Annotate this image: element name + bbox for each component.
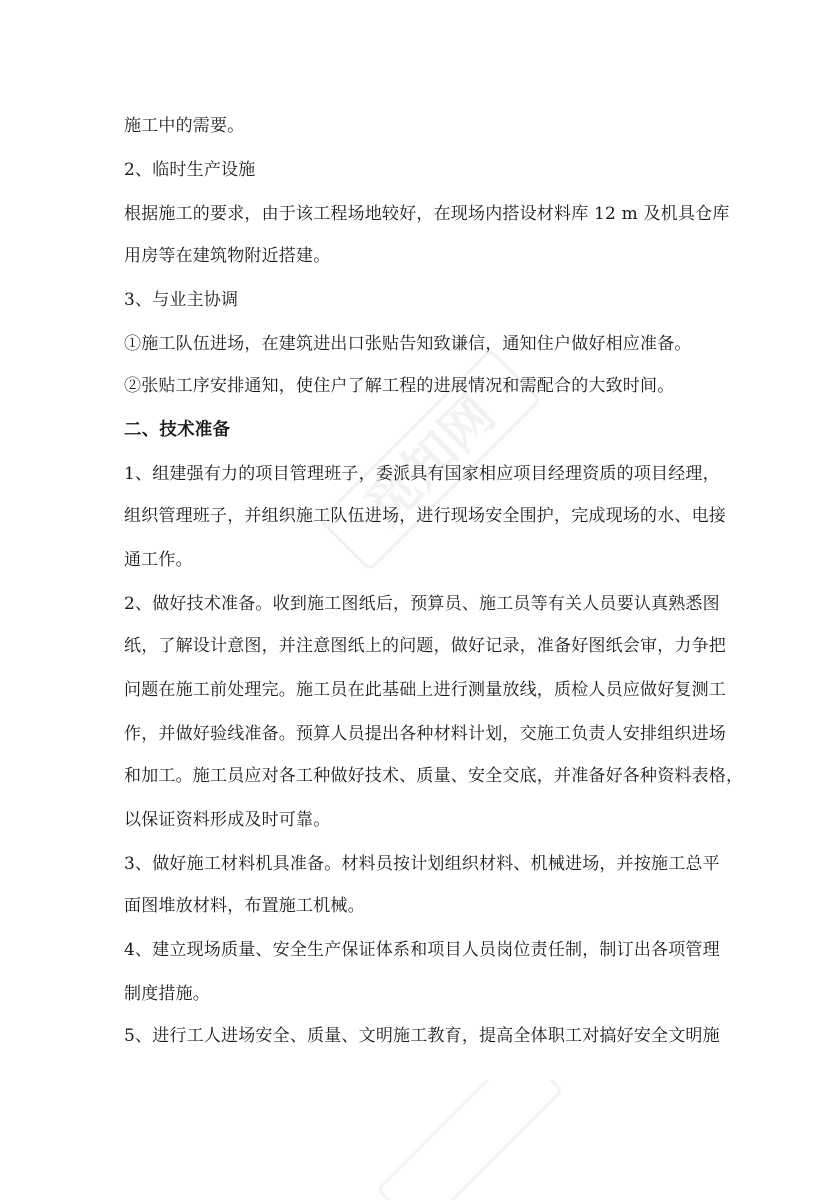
text-line: 5、进行工人进场安全、质量、文明施工教育，提高全体职工对搞好安全文明施	[124, 1026, 720, 1046]
text-line: 问题在施工前处理完。施工员在此基础上进行测量放线，质检人员应做好复测工	[124, 680, 726, 700]
text-line: 制度措施。	[124, 984, 210, 1004]
text-line: 面图堆放材料，布置施工机械。	[124, 896, 365, 916]
text-line: 2、做好技术准备。收到施工图纸后，预算员、施工员等有关人员要认真熟悉图	[124, 594, 720, 614]
text-line: 作，并做好验线准备。预算人员提出各种材料计划，交施工负责人安排组织进场	[124, 724, 726, 744]
watermark-text: 觅知网	[354, 384, 508, 538]
text-line: 3、做好施工材料机具准备。材料员按计划组织材料、机械进场，并按施工总平	[124, 854, 720, 874]
text-line: 纸，了解设计意图，并注意图纸上的问题，做好记录，准备好图纸会审，力争把	[124, 636, 726, 656]
text-line: 组织管理班子，并组织施工队伍进场，进行现场安全围护，完成现场的水、电接	[124, 506, 726, 526]
text-line: 1、组建强有力的项目管理班子，委派具有国家相应项目经理资质的项目经理，	[124, 464, 720, 484]
text-line: ①施工队伍进场，在建筑进出口张贴告知致谦信，通知住户做好相应准备。	[124, 334, 692, 354]
text-line: 和加工。施工员应对各工种做好技术、质量、安全交底，并准备好各种资料表格，	[124, 766, 744, 786]
text-line: 用房等在建筑物附近搭建。	[124, 246, 331, 266]
watermark-fragment	[360, 1080, 580, 1200]
text-line: 根据施工的要求，由于该工程场地较好，在现场内搭设材料库 12 m 及机具仓库	[124, 204, 730, 224]
text-line: ②张贴工序安排通知，使住户了解工程的进展情况和需配合的大致时间。	[124, 376, 675, 396]
watermark	[300, 330, 560, 590]
section-heading: 二、技术准备	[124, 420, 231, 440]
text-line: 通工作。	[124, 550, 193, 570]
text-line: 施工中的需要。	[124, 116, 245, 136]
subheading: 2、临时生产设施	[124, 160, 256, 180]
subheading: 3、与业主协调	[124, 290, 239, 310]
text-line: 4、建立现场质量、安全生产保证体系和项目人员岗位责任制，制订出各项管理	[124, 940, 720, 960]
text-line: 以保证资料形成及时可靠。	[124, 810, 331, 830]
